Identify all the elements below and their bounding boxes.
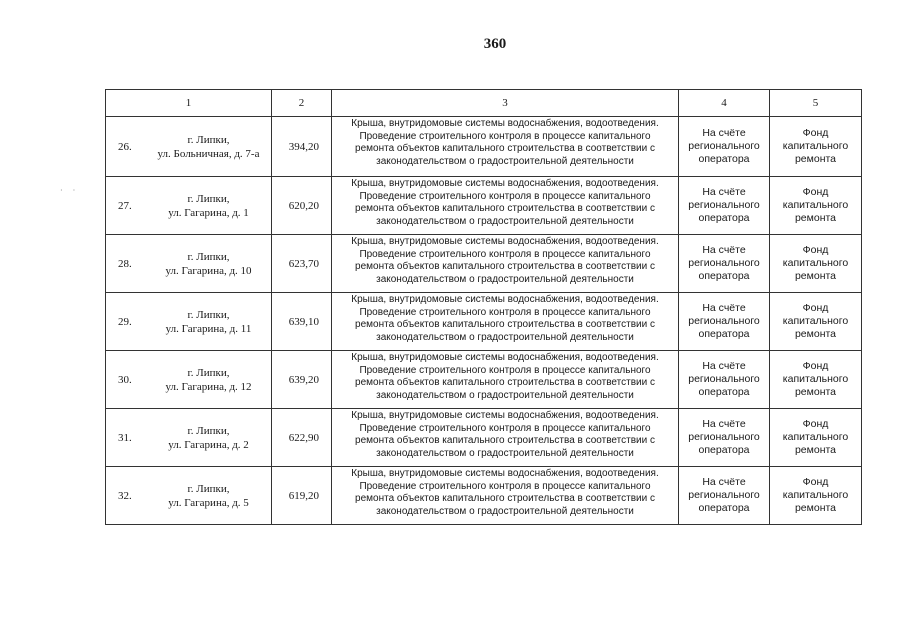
works-line: ремонта объектов капитального строительства в соответствии с <box>355 377 655 388</box>
source-line: капитального <box>782 489 849 501</box>
funding-source-cell <box>770 117 862 177</box>
source-line: Фонд <box>802 244 829 256</box>
method-line: оператора <box>698 502 750 514</box>
source-line: Фонд <box>802 360 829 372</box>
works-line: Крыша, внутридомовые системы водоснабжения, водоотведения. <box>351 118 659 129</box>
funding-source-cell <box>770 467 862 525</box>
fund-method-cell <box>679 235 770 293</box>
source-line: ремонта <box>794 212 837 224</box>
area-cell: 639,10 <box>272 293 332 351</box>
method-line: На счёте <box>702 360 746 372</box>
method-line: регионального <box>688 373 760 385</box>
method-line: оператора <box>698 270 750 282</box>
column-header-3: 3 <box>332 90 679 117</box>
method-line: регионального <box>688 257 760 269</box>
source-line: капитального <box>782 140 849 152</box>
source-line: Фонд <box>802 476 829 488</box>
works-line: законодательством о градостроительной деятельности <box>376 331 634 343</box>
works-cell <box>332 117 679 177</box>
funding-source-cell <box>770 235 862 293</box>
address-cell <box>106 117 272 177</box>
works-line: ремонта объектов капитального строительства в соответствии с <box>355 319 655 330</box>
works-line: законодательством о градостроительной деятельности <box>376 447 634 459</box>
row-number: 26. <box>118 140 132 153</box>
works-cell <box>332 293 679 351</box>
works-line: Проведение строительного контроля в процессе капитального <box>359 422 651 434</box>
area-cell: 394,20 <box>272 117 332 177</box>
area-cell: 619,20 <box>272 467 332 525</box>
address-line: г. Липки, <box>187 250 230 263</box>
address-cell <box>106 409 272 467</box>
column-header-1: 1 <box>106 90 272 117</box>
works-line: Крыша, внутридомовые системы водоснабжения, водоотведения. <box>351 236 659 247</box>
method-line: На счёте <box>702 186 746 198</box>
address-line: ул. Гагарина, д. 1 <box>168 206 249 219</box>
table-row <box>106 409 862 467</box>
area-cell: 623,70 <box>272 235 332 293</box>
column-header-5: 5 <box>770 90 862 117</box>
repair-registry-table <box>105 89 862 525</box>
method-line: оператора <box>698 328 750 340</box>
funding-source-cell <box>770 293 862 351</box>
area-cell: 620,20 <box>272 177 332 235</box>
table-row <box>106 235 862 293</box>
row-number: 29. <box>118 315 132 328</box>
works-line: законодательством о градостроительной деятельности <box>376 389 634 401</box>
source-line: ремонта <box>794 444 837 456</box>
address-line: ул. Больничная, д. 7-а <box>157 147 260 160</box>
table-row <box>106 351 862 409</box>
works-cell <box>332 409 679 467</box>
works-line: Крыша, внутридомовые системы водоснабжения, водоотведения. <box>351 294 659 305</box>
works-cell <box>332 235 679 293</box>
address-line: г. Липки, <box>187 366 230 379</box>
table-row <box>106 467 862 525</box>
works-line: законодательством о градостроительной деятельности <box>376 505 634 517</box>
address-line: г. Липки, <box>187 424 230 437</box>
works-cell <box>332 177 679 235</box>
method-line: оператора <box>698 212 750 224</box>
funding-source-cell <box>770 409 862 467</box>
source-line: капитального <box>782 257 849 269</box>
source-line: капитального <box>782 431 849 443</box>
column-header-2: 2 <box>272 90 332 117</box>
works-line: Крыша, внутридомовые системы водоснабжения, водоотведения. <box>351 410 659 421</box>
method-line: регионального <box>688 140 760 152</box>
row-number: 32. <box>118 489 132 502</box>
source-line: капитального <box>782 373 849 385</box>
source-line: ремонта <box>794 502 837 514</box>
area-cell: 622,90 <box>272 409 332 467</box>
address-line: ул. Гагарина, д. 5 <box>168 496 249 509</box>
source-line: ремонта <box>794 270 837 282</box>
method-line: На счёте <box>702 244 746 256</box>
method-line: На счёте <box>702 476 746 488</box>
works-line: ремонта объектов капитального строительства в соответствии с <box>355 435 655 446</box>
source-line: ремонта <box>794 328 837 340</box>
fund-method-cell <box>679 117 770 177</box>
source-line: капитального <box>782 199 849 211</box>
works-line: Проведение строительного контроля в процессе капитального <box>359 364 651 376</box>
address-line: ул. Гагарина, д. 10 <box>165 264 252 277</box>
method-line: оператора <box>698 444 750 456</box>
works-line: Проведение строительного контроля в процессе капитального <box>359 190 651 202</box>
address-cell <box>106 351 272 409</box>
works-line: ремонта объектов капитального строительства в соответствии с <box>355 203 655 214</box>
works-line: ремонта объектов капитального строительства в соответствии с <box>355 493 655 504</box>
address-cell <box>106 177 272 235</box>
address-cell <box>106 467 272 525</box>
method-line: На счёте <box>702 418 746 430</box>
table-row <box>106 177 862 235</box>
address-line: г. Липки, <box>187 133 230 146</box>
fund-method-cell <box>679 409 770 467</box>
works-line: ремонта объектов капитального строительства в соответствии с <box>355 261 655 272</box>
table-row <box>106 293 862 351</box>
method-line: На счёте <box>702 127 746 139</box>
column-header-4: 4 <box>679 90 770 117</box>
address-line: г. Липки, <box>187 192 230 205</box>
address-line: ул. Гагарина, д. 2 <box>168 438 249 451</box>
method-line: регионального <box>688 431 760 443</box>
works-line: Проведение строительного контроля в процессе капитального <box>359 248 651 260</box>
method-line: регионального <box>688 199 760 211</box>
fund-method-cell <box>679 177 770 235</box>
works-cell <box>332 351 679 409</box>
works-line: Проведение строительного контроля в процессе капитального <box>359 306 651 318</box>
works-line: Крыша, внутридомовые системы водоснабжения, водоотведения. <box>351 468 659 479</box>
address-line: ул. Гагарина, д. 12 <box>165 380 252 393</box>
source-line: капитального <box>782 315 849 327</box>
area-cell: 639,20 <box>272 351 332 409</box>
source-line: Фонд <box>802 127 829 139</box>
method-line: регионального <box>688 489 760 501</box>
address-line: ул. Гагарина, д. 11 <box>165 322 252 335</box>
table-row <box>106 117 862 177</box>
works-line: ремонта объектов капитального строительства в соответствии с <box>355 143 655 154</box>
row-number: 27. <box>118 199 132 212</box>
works-line: законодательством о градостроительной деятельности <box>376 215 634 227</box>
row-number: 28. <box>118 257 132 270</box>
fund-method-cell <box>679 467 770 525</box>
works-line: Крыша, внутридомовые системы водоснабжения, водоотведения. <box>351 352 659 363</box>
address-line: г. Липки, <box>187 308 230 321</box>
source-line: Фонд <box>802 302 829 314</box>
source-line: Фонд <box>802 418 829 430</box>
works-line: Проведение строительного контроля в процессе капитального <box>359 480 651 492</box>
column-number-header-row <box>106 90 862 117</box>
works-line: законодательством о градостроительной деятельности <box>376 273 634 285</box>
source-line: Фонд <box>802 186 829 198</box>
fund-method-cell <box>679 293 770 351</box>
row-number: 30. <box>118 373 132 386</box>
works-line: Крыша, внутридомовые системы водоснабжения, водоотведения. <box>351 178 659 189</box>
address-cell <box>106 293 272 351</box>
address-line: г. Липки, <box>187 482 230 495</box>
scan-artifact-mark: · · <box>60 186 80 195</box>
method-line: На счёте <box>702 302 746 314</box>
source-line: ремонта <box>794 153 837 165</box>
works-cell <box>332 467 679 525</box>
method-line: регионального <box>688 315 760 327</box>
funding-source-cell <box>770 351 862 409</box>
works-line: Проведение строительного контроля в процессе капитального <box>359 130 651 142</box>
address-cell <box>106 235 272 293</box>
method-line: оператора <box>698 386 750 398</box>
row-number: 31. <box>118 431 132 444</box>
source-line: ремонта <box>794 386 837 398</box>
fund-method-cell <box>679 351 770 409</box>
page-number: 360 <box>483 36 507 52</box>
funding-source-cell <box>770 177 862 235</box>
works-line: законодательством о градостроительной деятельности <box>376 155 634 167</box>
method-line: оператора <box>698 153 750 165</box>
